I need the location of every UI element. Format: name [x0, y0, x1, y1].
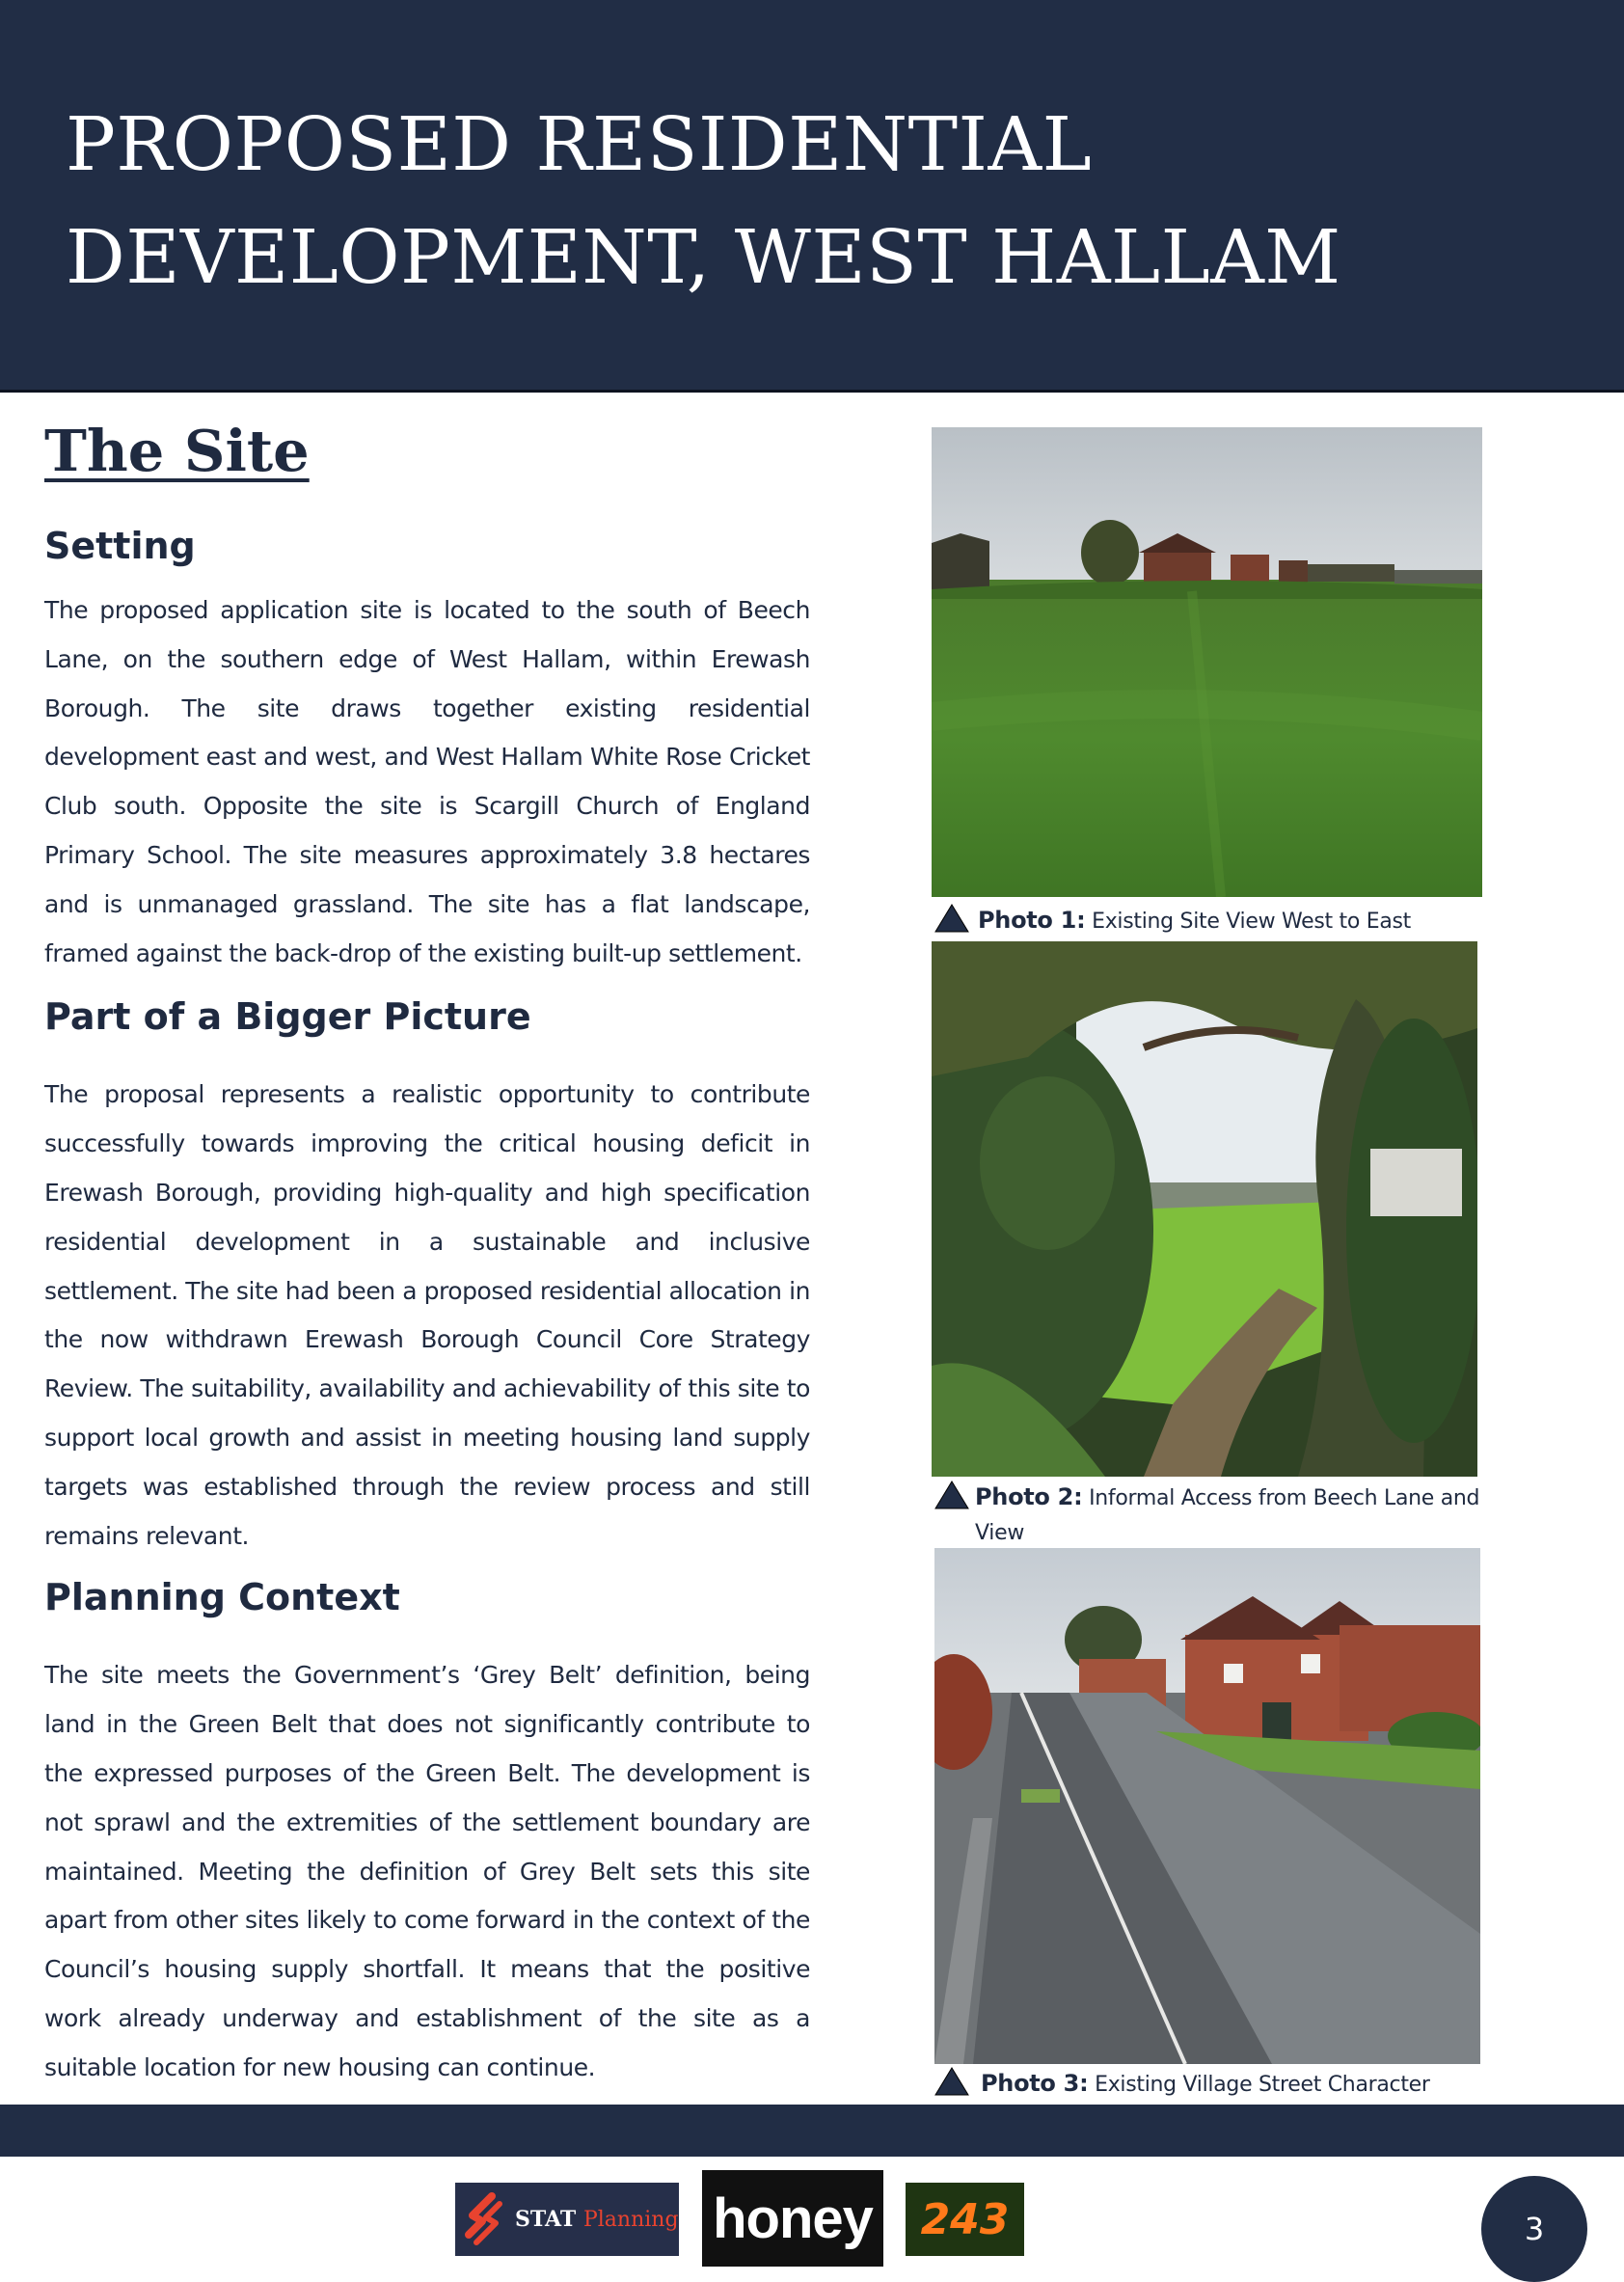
- stat-logo-planning-text: Planning: [582, 2208, 679, 2232]
- photo-3-caption-text: Existing Village Street Character: [1095, 2073, 1430, 2097]
- stat-planning-logo: [455, 2183, 679, 2256]
- section-title: The Site: [44, 418, 310, 484]
- photo-1-field-view: [932, 427, 1482, 897]
- stat-logo-icon: [463, 2192, 505, 2246]
- photo-1-triangle-icon: [934, 903, 970, 934]
- photo-2-label: Photo 2:: [975, 1483, 1083, 1510]
- setting-paragraph: The proposed application site is located to the south of Beech Lane, on the southern edge of West Hallam, within Erewash Borough. The site draws together existing residential development east and west, and West Hallam White Rose Cricket Club south. Opposite the site is Scargill Church of England Primary School. The site measures approximately 3.8 hectares and is unmanaged grassland. The site has a flat landscape, framed against the back-drop of the existing built-up settlement.: [44, 596, 810, 967]
- photo-1-caption-text: Existing Site View West to East: [1092, 910, 1411, 934]
- photo-2-access-view: [932, 941, 1477, 1477]
- page-number: 3: [1481, 2176, 1587, 2282]
- planning-context-paragraph: The site meets the Government’s ‘Grey Belt’ definition, being land in the Green Belt that does not significantly contribute to the expressed purposes of the Green Belt. The development is not sprawl and the extremities of the settlement boundary are maintained. Meeting the definition of Grey Belt sets this site apart from other sites likely to come forward in the context of the Council’s housing supply shortfall. It means that the positive work already underway and establishment of the site as a suitable location for new housing can continue.: [44, 1661, 810, 2081]
- footer-band: [0, 2105, 1624, 2157]
- left-text-column: [44, 413, 810, 2093]
- photo-2-triangle-icon: [934, 1480, 970, 1510]
- photo-3-street-view: [934, 1548, 1480, 2064]
- photo-2-caption-text: Informal Access from Beech Lane and View: [975, 1486, 1480, 1545]
- photo-1-caption: [978, 903, 1518, 939]
- photo-1-label: Photo 1:: [978, 907, 1086, 934]
- bigger-picture-heading: Part of a Bigger Picture: [44, 995, 531, 1039]
- title-line-2: DEVELOPMENT, WEST HALLAM: [66, 215, 1341, 301]
- 243-logo: 243: [906, 2183, 1024, 2256]
- bigger-picture-paragraph: The proposal represents a realistic opportunity to contribute successfully towards improving the critical housing deficit in Erewash Borough, providing high-quality and high specification residential development in a sustainable and inclusive settlement. The site had been a proposed residential allocation in the now withdrawn Erewash Borough Council Core Strategy Review. The suitability, availability and achievability of this site to support local growth and assist in meeting housing land supply targets was established through the review process and still remains relevant.: [44, 1080, 810, 1550]
- photo-3-triangle-icon: [934, 2066, 970, 2097]
- header-banner: [0, 0, 1624, 393]
- title-line-1: PROPOSED RESIDENTIAL: [66, 102, 1093, 188]
- stat-logo-text: STAT: [515, 2207, 577, 2232]
- setting-heading: Setting: [44, 525, 196, 567]
- honey-logo: honey: [702, 2170, 883, 2267]
- photo-3-label: Photo 3:: [981, 2070, 1089, 2097]
- document-title: [66, 89, 1512, 314]
- photo-3-caption: [981, 2066, 1521, 2103]
- planning-context-heading: Planning Context: [44, 1576, 400, 1619]
